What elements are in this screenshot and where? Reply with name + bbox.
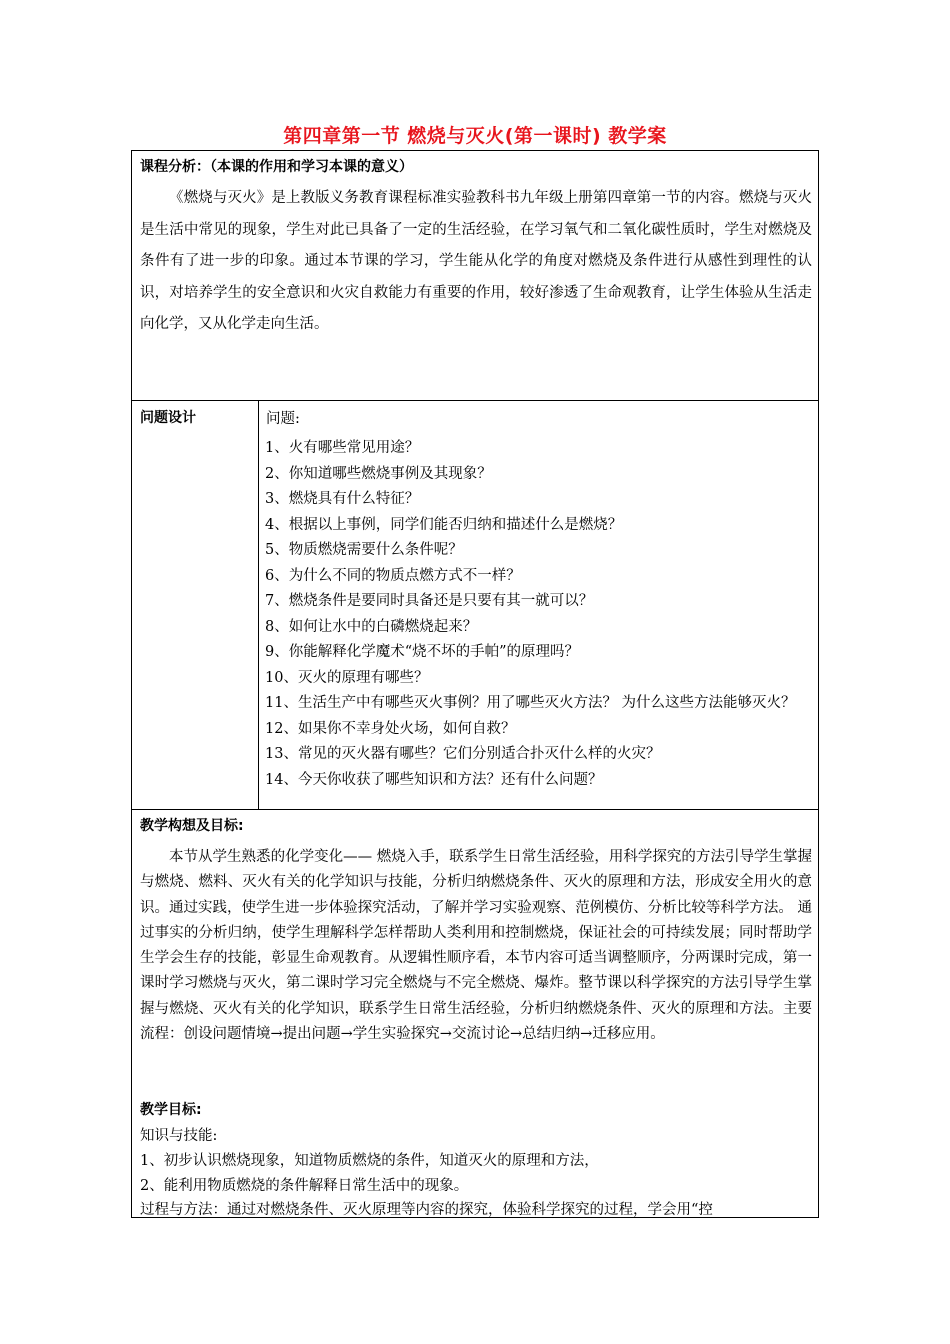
list-item: 11、生活生产中有哪些灭火事例？用了哪些灭火方法？ 为什么这些方法能够灭火？	[265, 695, 796, 711]
list-item: 14、今天你收获了哪些知识和方法？还有什么问题？	[265, 771, 603, 788]
list-item: 10、灭火的原理有哪些？	[265, 669, 429, 686]
document-title: 第四章第一节 燃烧与灭火(第一课时) 教学案	[283, 125, 667, 147]
row-divider	[132, 809, 818, 810]
list-item: 5、物质燃烧需要什么条件呢？	[265, 542, 463, 558]
course-analysis-paragraph: 《燃烧与灭火》是上教版义务教育课程标准实验教科书九年级上册第四章第一节的内容。燃烧与灭火是生活中常见的现象，学生对此已具备了一定的生活经验，在学习氧气和二氧化碳性质时，学生对燃烧及条件有了进一步的印象。通过本节课的学习，学生能从化学的角度对燃烧及条件进行从感性到理性的认识，对培养学生的安全意识和火灾自救能力有重要的作用，较好渗透了生命观教育，让学生体验从生活走向化学，又从化学走向生活。	[140, 190, 812, 332]
knowledge-skills-heading: 知识与技能:	[140, 1128, 218, 1144]
list-item: 13、常见的灭火器有哪些？它们分别适合扑灭什么样的火灾？	[265, 746, 661, 762]
lesson-plan-table	[131, 150, 819, 1218]
process-method-text: 过程与方法：通过对燃烧条件、灭火原理等内容的探究，体验科学探究的过程，学会用“控	[140, 1202, 713, 1218]
question-list	[265, 436, 815, 793]
teaching-design-heading: 教学构想及目标:	[140, 818, 244, 834]
knowledge-item: 2、能利用物质燃烧的条件解释日常生活中的现象。	[140, 1178, 469, 1194]
question-design-label: 问题设计	[140, 410, 196, 426]
knowledge-item: 1、初步认识燃烧现象，知道物质燃烧的条件，知道灭火的原理和方法，	[140, 1153, 599, 1169]
list-item: 3、燃烧具有什么特征？	[265, 491, 420, 507]
list-item: 8、如何让水中的白磷燃烧起来？	[265, 618, 478, 635]
teaching-design-paragraph: 本节从学生熟悉的化学变化—— 燃烧入手，联系学生日常生活经验，用科学探究的方法引导学生掌握与燃烧、燃料、灭火有关的化学知识与技能，分析归纳燃烧条件、灭火的原理和方法，形成安全用火的意识。通过实践，使学生进一步体验探究活动，了解并学习实验观察、范例模仿、分析比较等科学方法。 通过事实的分析归纳，使学生理解科学怎样帮助人类利用和控制燃烧，保证社会的可持续发展；同时帮助学生学会生存的技能，彰显生命观教育。从逻辑性顺序看，本节内容可适当调整顺序，分两课时完成，第一课时学习燃烧与灭火，第二课时学习完全燃烧与不完全燃烧、爆炸。整节课以科学探究的方法引导学生掌握与燃烧、灭火有关的化学知识，联系学生日常生活经验，分析归纳燃烧条件、灭火的原理和方法。主要流程：创设问题情境→提出问题→学生实验探究→交流讨论→总结归纳→迁移应用。	[140, 849, 812, 1043]
list-item: 7、燃烧条件是要同时具备还是只要有其一就可以？	[265, 593, 594, 609]
questions-intro: 问题:	[266, 411, 300, 427]
teaching-goals-heading: 教学目标:	[140, 1102, 202, 1118]
list-item: 1、火有哪些常见用途？	[265, 440, 420, 456]
column-divider	[258, 400, 259, 809]
list-item: 9、你能解释化学魔术“烧不坏的手帕”的原理吗？	[265, 644, 580, 660]
list-item: 4、根据以上事例，同学们能否归纳和描述什么是燃烧？	[265, 516, 623, 533]
list-item: 6、为什么不同的物质点燃方式不一样？	[265, 567, 521, 584]
course-analysis-heading: 课程分析：（本课的作用和学习本课的意义）	[140, 159, 413, 175]
list-item: 2、你知道哪些燃烧事例及其现象？	[265, 465, 492, 482]
row-divider	[132, 400, 818, 401]
list-item: 12、如果你不幸身处火场，如何自救？	[265, 720, 516, 737]
